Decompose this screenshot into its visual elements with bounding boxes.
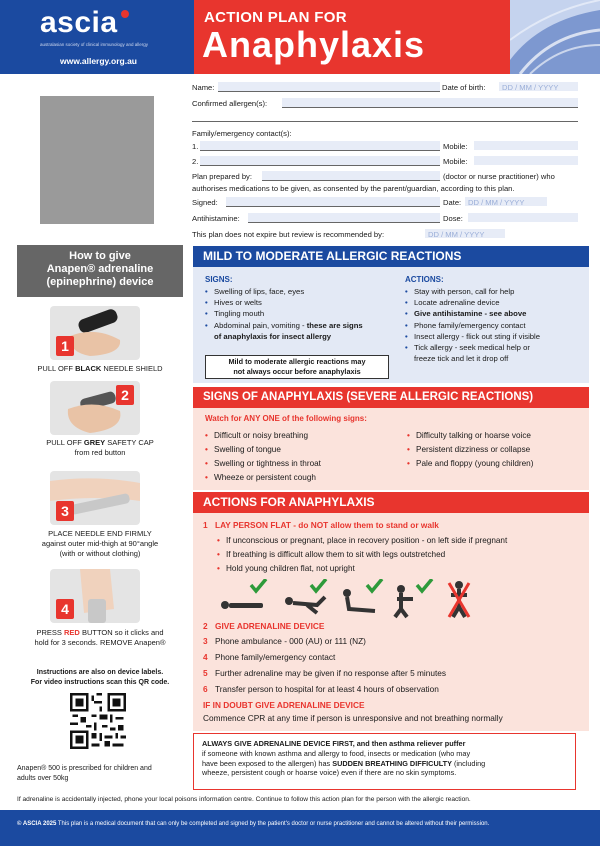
contact-2-number: 2. [192,157,199,166]
howto-title-line3: (epinephrine) device [46,276,154,288]
list-item: • Hold young children flat, not upright [217,562,507,576]
step-3-illustration [50,471,140,525]
list-item: • Swelling of lips, face, eyes [205,286,395,297]
if-in-doubt-text: IF IN DOUBT GIVE ADRENALINE DEVICE [203,700,365,710]
action-step-1: 1 LAY PERSON FLAT - do NOT allow them to stand or walk [203,520,439,530]
name-underline [218,91,440,92]
contact-2-underline [200,165,440,166]
dose-label: Dose: [443,214,463,223]
list-item: • Difficult or noisy breathing [205,429,405,443]
list-item: • Pale and floppy (young children) [407,457,587,471]
qr-instructions-note [10,668,190,688]
contact-1-number: 1. [192,142,199,151]
list-item: • Give antihistamine - see above [405,308,585,319]
step-3-caption: PLACE NEEDLE END FIRMLY against outer mid-thigh at 90°angle (with or without clothing) [41,529,159,558]
header-title-panel [194,0,600,74]
review-date-placeholder: DD / MM / YYYY [428,230,485,239]
prepared-by-field[interactable] [262,171,440,180]
asthma-line4: wheeze, persistent cough or hoarse voice) even if there are no skin symptoms. [202,768,457,778]
watch-for-text: Watch for ANY ONE of the following signs: [205,414,367,423]
anaphylaxis-actions-panel [193,513,589,731]
org-subtitle: australasian society of clinical immunology and allergy [40,42,149,47]
family-contact-label: Family/emergency contact(s): [192,129,292,138]
copyright: © ASCIA 2025 [17,821,57,827]
mobile-2-label: Mobile: [443,157,468,166]
action-step-3: 3 Phone ambulance - 000 (AU) or 111 (NZ) [203,636,366,646]
allergen-underline-2 [192,121,578,122]
list-item: • Swelling of tongue [205,443,405,457]
list-item: • Hives or welts [205,297,395,308]
step-3-number: 3 [56,501,74,521]
list-item: • If breathing is difficult allow them to sit with legs outstretched [217,548,507,562]
how-to-give-heading [17,245,183,297]
accidental-injection-note: If adrenaline is accidentally injected, phone your local poisons information centre. Continue to follow this action plan for the person with the allergic reaction. [17,796,471,803]
positioning-figures-illustration [207,579,507,619]
list-item: • Tingling mouth [205,308,395,319]
mild-signs-label: SIGNS: [205,275,233,284]
list-item: • Difficulty talking or hoarse voice [407,429,587,443]
qr-note-line1: Instructions are also on device labels. [36,669,164,676]
action-step-5: 5 Further adrenaline may be given if no response after 5 minutes [203,668,447,678]
asthma-line3: have been exposed to the allergen) has SUDDEN BREATHING DIFFICULTY (including [202,758,486,768]
step-2-number: 2 [116,385,134,405]
signed-underline [226,206,440,207]
signs-left-list [205,429,405,485]
antihistamine-underline [248,222,440,223]
allergen-underline-1 [282,107,578,108]
prepared-underline [262,180,440,181]
step-1-illustration [50,306,140,360]
name-field[interactable] [218,82,440,91]
mobile-1-label: Mobile: [443,142,468,151]
website-url: www.allergy.org.au [60,56,137,66]
list-item: • If unconscious or pregnant, place in recovery position - on left side if pregnant [217,534,507,548]
ascia-logo: ascia [40,6,118,39]
list-item: • Tick allergy - seek medical help or freeze tick and let it drop off [405,342,585,364]
mild-signs-list [205,286,395,342]
confirmed-allergen-field[interactable] [282,98,578,107]
page-title: Anaphylaxis [202,24,426,65]
howto-title-line2: Anapen® adrenaline [46,263,154,275]
howto-title-line1: How to give [69,250,131,262]
dose-field[interactable] [468,213,578,222]
name-label: Name: [192,83,215,92]
logo-dot [121,10,129,18]
mild-reactions-panel [193,267,589,383]
signed-label: Signed: [192,198,218,207]
prepared-tail-text: (doctor or nurse practitioner) who [443,172,555,181]
step-4-illustration [50,569,140,623]
antihistamine-field[interactable] [248,213,440,222]
signature-field[interactable] [226,197,440,206]
recovery-position-figure-icon [285,579,326,613]
mild-reactions-header: MILD TO MODERATE ALLERGIC REACTIONS [193,246,589,267]
anaphylaxis-actions-header: ACTIONS FOR ANAPHYLAXIS [193,492,589,513]
step-4-caption: PRESS RED BUTTON so it clicks and hold for 3 seconds. REMOVE Anapen® [34,628,166,647]
asthma-line1: ALWAYS GIVE ADRENALINE DEVICE FIRST, and then asthma reliever puffer [202,739,466,748]
anapen500-line2: adults over 50kg [17,775,69,782]
footer-bar [0,810,600,846]
mild-actions-list [405,286,585,364]
mild-note-box [205,355,389,379]
contact-2-field[interactable] [200,156,440,165]
step-1-number: 1 [56,336,74,356]
step-2-caption: PULL OFF GREY SAFETY CAP from red button [46,438,154,457]
dob-label: Date of birth: [442,83,486,92]
mild-note-line2: not always occur before anaphylaxis [233,367,361,376]
patient-photo-placeholder[interactable] [40,96,154,224]
qr-note-line2: For video instructions scan this QR code. [30,679,170,686]
qr-code-icon[interactable] [70,693,126,749]
list-item: • Abdominal pain, vomiting - these are signs of anaphylaxis for insect allergy [205,320,395,342]
action-step-4: 4 Phone family/emergency contact [203,652,336,662]
mild-actions-label: ACTIONS: [405,275,444,284]
list-item: • Wheeze or persistent cough [205,471,405,485]
anapen-500-note [17,764,177,784]
header-brand-panel [0,0,194,74]
list-item: • Locate adrenaline device [405,297,585,308]
contact-1-underline [200,150,440,151]
list-item: • Persistent dizziness or collapse [407,443,587,457]
mild-note-line1: Mild to moderate allergic reactions may [228,357,366,366]
plan-prepared-label: Plan prepared by: [192,172,252,181]
cpr-instruction: Commence CPR at any time if person is unresponsive and not breathing normally [203,713,503,723]
list-item: • Stay with person, call for help [405,286,585,297]
step-4-number: 4 [56,599,74,619]
authorises-text: authorises medications to be given, as consented by the parent/guardian, according to this plan. [192,184,515,193]
footer-disclaimer: This plan is a medical document that can only be completed and signed by the patient's doctor or nurse practitioner and cannot be altered without their permission. [57,821,490,827]
standing-prohibited-figure-icon [449,581,469,617]
dob-placeholder: DD / MM / YYYY [502,83,559,92]
anaphylaxis-signs-header: SIGNS OF ANAPHYLAXIS (SEVERE ALLERGIC REACTIONS) [193,387,589,408]
antihistamine-label: Antihistamine: [192,214,240,223]
mobile-2-field[interactable] [474,156,578,165]
lying-flat-figure-icon [221,579,266,609]
anapen500-line1: Anapen® 500 is prescribed for children and [17,765,152,772]
anaphylaxis-signs-panel [193,408,589,490]
lay-flat-sub-list [217,534,507,576]
plan-kicker: ACTION PLAN FOR [204,9,347,26]
step-2-illustration [50,381,140,435]
signs-right-list [407,429,587,471]
contact-1-field[interactable] [200,141,440,150]
list-item: • Swelling or tightness in throat [205,457,405,471]
sitting-legs-out-figure-icon [343,579,382,611]
mobile-1-field[interactable] [474,141,578,150]
list-item: • Insect allergy - flick out sting if visible [405,331,585,342]
review-date-label: This plan does not expire but review is recommended by: [192,230,385,239]
step-1-caption: PULL OFF BLACK NEEDLE SHIELD [37,364,163,373]
asthma-line2: if someone with known asthma and allergy to food, insects or medication (who may [202,748,471,758]
confirmed-allergen-label: Confirmed allergen(s): [192,99,268,108]
action-step-2: 2 GIVE ADRENALINE DEVICE [203,621,325,631]
signed-date-placeholder: DD / MM / YYYY [468,198,525,207]
action-step-6: 6 Transfer person to hospital for at least 4 hours of observation [203,684,439,694]
decorative-swirl-graphic [510,0,600,74]
list-item: • Phone family/emergency contact [405,320,585,331]
asthma-reliever-box [193,733,576,790]
date-label: Date: [443,198,462,207]
holding-child-figure-icon [395,579,432,617]
